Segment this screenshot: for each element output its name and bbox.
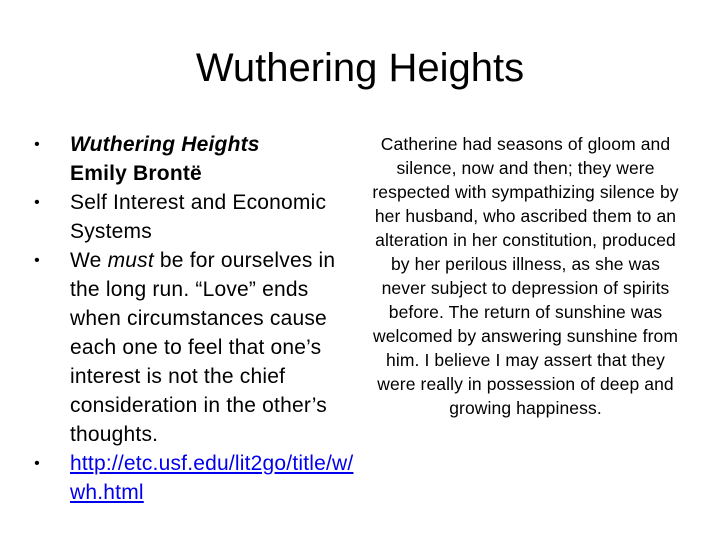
- bullet-icon: •: [34, 455, 40, 472]
- bullet-item-link: [30, 449, 365, 507]
- bullet-icon: •: [34, 252, 40, 269]
- slide-title: Wuthering Heights: [195, 46, 525, 90]
- book-author: Emily Brontë: [70, 162, 202, 185]
- bullet-icon: •: [34, 194, 40, 211]
- bullet-icon: •: [34, 136, 40, 153]
- bullet-text-link: [70, 449, 365, 507]
- bullet-item-argument: [30, 246, 365, 449]
- bullet-item-topic: [30, 188, 365, 246]
- bullet-column: [30, 130, 365, 507]
- bullet-item-book: [30, 130, 365, 188]
- source-link[interactable]: http://etc.usf.edu/lit2go/title/w/wh.html: [70, 452, 354, 504]
- bullet-text-topic: Self Interest and Economic Systems: [70, 191, 327, 243]
- bullet-list: [30, 130, 365, 507]
- quote-text: Catherine had seasons of gloom and silence, now and then; they were respected with sympathizing silence by her husband, who ascribed them to an alteration in her constitution, produced by her perilous illness, as she was never subject to depression of spirits before. The return of sunshine was welcomed by answering sunshine from him. I believe I may assert that they were really in possession of deep and growing happiness.: [372, 134, 679, 418]
- bullet-text-argument: [70, 246, 365, 449]
- book-title: Wuthering Heights: [70, 133, 260, 156]
- argument-after: be for ourselves in the long run. “Love” ends when circumstances cause each one to feel that one’s interest is not the chief consideration in the other’s thoughts.: [70, 249, 336, 446]
- argument-before: We: [70, 249, 108, 272]
- bullet-text-book: [70, 130, 365, 188]
- argument-emphasis: must: [107, 249, 154, 272]
